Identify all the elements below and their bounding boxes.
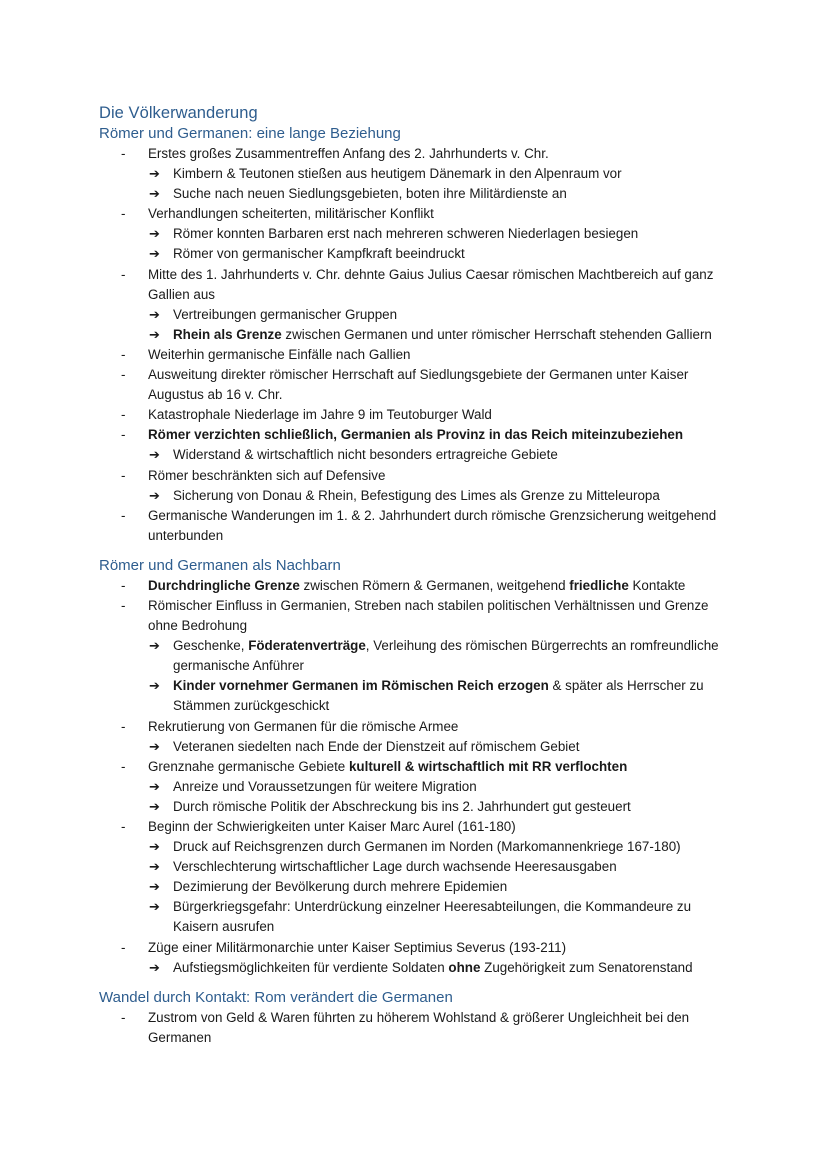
- list-item-text: [148, 347, 411, 362]
- text-run: Mitte des 1. Jahrhunderts v. Chr. dehnte Gaius Julius Caesar römischen Machtbereich auf ganz Gallien aus: [148, 266, 714, 302]
- sub-list: [148, 636, 739, 716]
- right-arrow-icon: ➔: [149, 798, 160, 814]
- section-heading: Römer und Germanen als Nachbarn: [99, 556, 341, 574]
- text-run: Verhandlungen scheiterten, militärischer Konflikt: [148, 206, 434, 222]
- text-run: Anreize und Voraussetzungen für weitere Migration: [173, 778, 477, 794]
- text-run: zwischen Germanen und unter römischer Herrschaft stehenden Galliern: [281, 326, 712, 342]
- list-item: [99, 596, 739, 717]
- sub-item-text: [173, 186, 567, 201]
- text-run: Druck auf Reichsgrenzen durch Germanen im Norden (Markomannenkriege 167-180): [173, 839, 681, 855]
- list-item-text: [148, 427, 683, 442]
- text-run: Ausweitung direkter römischer Herrschaft auf Siedlungsgebiete der Germanen unter Kaiser Augustus ab 16 v. Chr.: [148, 367, 689, 403]
- bold-text: Föderatenverträge: [248, 638, 366, 654]
- right-arrow-icon: ➔: [149, 678, 160, 694]
- text-run: Vertreibungen germanischer Gruppen: [173, 306, 398, 322]
- sub-list-item: [148, 676, 739, 716]
- list-item-text: [148, 267, 713, 302]
- dash-bullet-icon: -: [121, 819, 126, 834]
- list-item: [99, 506, 739, 546]
- text-run: & später als Herrscher zu Stämmen zurückgeschickt: [173, 678, 704, 714]
- dash-bullet-icon: -: [121, 758, 126, 774]
- text-run: Römischer Einfluss in Germanien, Streben nach stabilen politischen Verhältnissen und Grenze ohne Bedrohung: [148, 597, 709, 634]
- dash-bullet-icon: -: [121, 597, 126, 613]
- text-run: Veteranen siedelten nach Ende der Dienstzeit auf römischem Gebiet: [173, 738, 580, 754]
- sub-list-item: [148, 224, 739, 244]
- list-item: [99, 717, 739, 757]
- text-run: Durch römische Politik der Abschreckung bis ins 2. Jahrhundert gut gesteuert: [173, 798, 631, 814]
- dash-bullet-icon: -: [121, 577, 126, 593]
- text-run: Rekrutierung von Germanen für die römische Armee: [148, 718, 459, 734]
- sub-list-item: [148, 486, 739, 506]
- right-arrow-icon: ➔: [149, 246, 160, 262]
- right-arrow-icon: ➔: [149, 447, 160, 463]
- sub-list-item: [148, 958, 739, 978]
- bullet-list: [99, 1008, 739, 1048]
- dash-bullet-icon: -: [121, 407, 126, 423]
- right-arrow-icon: ➔: [149, 166, 160, 182]
- list-item-text: [148, 407, 492, 422]
- sub-item-text: [173, 488, 660, 503]
- section-heading: Römer und Germanen: eine lange Beziehung: [99, 125, 401, 142]
- list-item: [99, 466, 739, 506]
- right-arrow-icon: ➔: [149, 839, 160, 855]
- sub-list: [148, 777, 739, 817]
- text-run: Römer konnten Barbaren erst nach mehreren schweren Niederlagen besiegen: [173, 226, 639, 242]
- list-item: [99, 817, 739, 938]
- document-title: Die Völkerwanderung: [99, 104, 258, 122]
- text-run: zwischen Römern & Germanen, weitgehend: [299, 577, 570, 593]
- sub-item-text: [173, 246, 465, 261]
- right-arrow-icon: ➔: [149, 738, 160, 754]
- sub-item-text: [173, 226, 638, 241]
- text-run: Katastrophale Niederlage im Jahre 9 im Teutoburger Wald: [148, 407, 492, 423]
- text-run: Erstes großes Zusammentreffen Anfang des 2. Jahrhunderts v. Chr.: [148, 146, 549, 161]
- list-item-text: [148, 719, 458, 734]
- list-item: [99, 144, 739, 204]
- sub-list: [148, 445, 739, 465]
- sub-item-text: [173, 307, 397, 322]
- document-sections: [99, 124, 739, 1048]
- sub-list-item: [148, 857, 739, 877]
- dash-bullet-icon: -: [121, 346, 126, 362]
- text-run: Römer beschränkten sich auf Defensive: [148, 467, 386, 483]
- list-item: [99, 405, 739, 425]
- bold-text: Römer verzichten schließlich, Germanien als Provinz in das Reich miteinzubeziehen: [148, 427, 684, 443]
- right-arrow-icon: ➔: [149, 638, 160, 654]
- dash-bullet-icon: -: [121, 146, 126, 161]
- sub-item-text: [173, 739, 579, 754]
- text-run: Dezimierung der Bevölkerung durch mehrere Epidemien: [173, 879, 508, 895]
- sub-list-item: [148, 737, 739, 757]
- dash-bullet-icon: -: [121, 266, 126, 282]
- dash-bullet-icon: -: [121, 718, 126, 734]
- text-run: , Verleihung des römischen Bürgerrechts an romfreundliche germanische Anführer: [173, 638, 719, 674]
- sub-list-item: [148, 877, 739, 897]
- sub-item-text: [173, 839, 681, 854]
- dash-bullet-icon: -: [121, 939, 126, 955]
- list-item-text: [148, 578, 685, 593]
- sub-list-item: [148, 325, 739, 345]
- text-run: Zugehörigkeit zum Senatorenstand: [480, 959, 693, 975]
- list-item-text: [148, 206, 434, 221]
- sub-item-text: [173, 859, 617, 874]
- text-run: Germanische Wanderungen im 1. & 2. Jahrhundert durch römische Grenzsicherung weitgehend unterbunden: [148, 507, 717, 543]
- dash-bullet-icon: -: [121, 467, 126, 483]
- sub-list-item: [148, 244, 739, 264]
- text-run: Grenznahe germanische Gebiete: [148, 758, 349, 774]
- text-run: Bürgerkriegsgefahr: Unterdrückung einzelner Heeresabteilungen, die Kommandeure zu Kaisern ausrufen: [173, 899, 692, 935]
- right-arrow-icon: ➔: [149, 879, 160, 895]
- list-item: [99, 576, 739, 596]
- sub-list-item: [148, 897, 739, 937]
- text-run: Zustrom von Geld & Waren führten zu höherem Wohlstand & größerer Ungleichheit bei den Germanen: [148, 1009, 690, 1045]
- list-item: [99, 345, 739, 365]
- right-arrow-icon: ➔: [149, 899, 160, 915]
- list-item-text: [148, 1010, 689, 1045]
- text-run: Suche nach neuen Siedlungsgebieten, boten ihre Militärdienste an: [173, 186, 567, 202]
- bold-text: ohne: [448, 959, 481, 975]
- sub-item-text: [173, 879, 507, 894]
- document-page: [99, 102, 739, 1048]
- list-item: [99, 425, 739, 465]
- sub-list: [148, 486, 739, 506]
- dash-bullet-icon: -: [121, 367, 126, 383]
- bold-text: friedliche: [569, 577, 629, 593]
- bullet-list: [99, 144, 739, 546]
- sub-list-item: [148, 164, 739, 184]
- sub-item-text: [173, 678, 704, 713]
- sub-item-text: [173, 166, 622, 181]
- bold-text: Kinder vornehmer Germanen im Römischen Reich erzogen: [173, 678, 549, 694]
- list-item: [99, 938, 739, 978]
- sub-item-text: [173, 779, 477, 794]
- text-run: Aufstiegsmöglichkeiten für verdiente Soldaten: [173, 959, 449, 975]
- list-item: [99, 204, 739, 264]
- text-run: Kontakte: [628, 577, 686, 593]
- sub-list: [148, 837, 739, 937]
- sub-item-text: [173, 899, 691, 934]
- dash-bullet-icon: -: [121, 206, 126, 222]
- bold-text: Durchdringliche Grenze: [148, 577, 300, 593]
- sub-item-text: [173, 960, 693, 975]
- text-run: Beginn der Schwierigkeiten unter Kaiser Marc Aurel (161-180): [148, 819, 516, 834]
- text-run: Züge einer Militärmonarchie unter Kaiser Septimius Severus (193-211): [148, 939, 567, 955]
- list-item: [99, 1008, 739, 1048]
- right-arrow-icon: ➔: [149, 306, 160, 322]
- sub-list: [148, 224, 739, 264]
- list-item-text: [148, 146, 549, 161]
- sub-list-item: [148, 305, 739, 325]
- sub-list: [148, 164, 739, 204]
- sub-list-item: [148, 445, 739, 465]
- sub-item-text: [173, 447, 558, 462]
- text-run: Geschenke,: [173, 638, 249, 654]
- right-arrow-icon: ➔: [149, 186, 160, 202]
- text-run: Verschlechterung wirtschaftlicher Lage durch wachsende Heeresausgaben: [173, 859, 617, 875]
- sub-item-text: [173, 638, 719, 673]
- list-item-text: [148, 819, 516, 834]
- sub-list-item: [148, 777, 739, 797]
- sub-list-item: [148, 837, 739, 857]
- sub-list-item: [148, 797, 739, 817]
- dash-bullet-icon: -: [121, 427, 126, 443]
- list-item-text: [148, 508, 716, 543]
- list-item: [99, 365, 739, 405]
- list-item-text: [148, 759, 627, 774]
- list-item-text: [148, 598, 708, 633]
- dash-bullet-icon: -: [121, 507, 126, 523]
- text-run: Römer von germanischer Kampfkraft beeindruckt: [173, 246, 465, 262]
- bold-text: Rhein als Grenze: [173, 326, 282, 342]
- list-item-text: [148, 940, 566, 955]
- sub-list-item: [148, 184, 739, 204]
- list-item-text: [148, 468, 385, 483]
- sub-list: [148, 958, 739, 978]
- right-arrow-icon: ➔: [149, 859, 160, 875]
- right-arrow-icon: ➔: [149, 326, 160, 342]
- sub-item-text: [173, 327, 712, 342]
- list-item: [99, 757, 739, 817]
- section-heading: Wandel durch Kontakt: Rom verändert die Germanen: [99, 988, 453, 1006]
- sub-item-text: [173, 799, 631, 814]
- sub-list-item: [148, 636, 739, 676]
- sub-list: [148, 305, 739, 345]
- text-run: Kimbern & Teutonen stießen aus heutigem Dänemark in den Alpenraum vor: [173, 166, 622, 182]
- text-run: Sicherung von Donau & Rhein, Befestigung des Limes als Grenze zu Mitteleuropa: [173, 487, 660, 503]
- bold-text: kulturell & wirtschaftlich mit RR verflochten: [348, 758, 628, 774]
- list-item-text: [148, 367, 688, 402]
- right-arrow-icon: ➔: [149, 778, 160, 794]
- right-arrow-icon: ➔: [149, 959, 160, 975]
- dash-bullet-icon: -: [121, 1009, 126, 1025]
- list-item: [99, 265, 739, 345]
- right-arrow-icon: ➔: [149, 226, 160, 242]
- right-arrow-icon: ➔: [149, 487, 160, 503]
- sub-list: [148, 737, 739, 757]
- bullet-list: [99, 576, 739, 978]
- text-run: Widerstand & wirtschaftlich nicht besonders ertragreiche Gebiete: [173, 447, 558, 463]
- text-run: Weiterhin germanische Einfälle nach Gallien: [148, 346, 411, 362]
